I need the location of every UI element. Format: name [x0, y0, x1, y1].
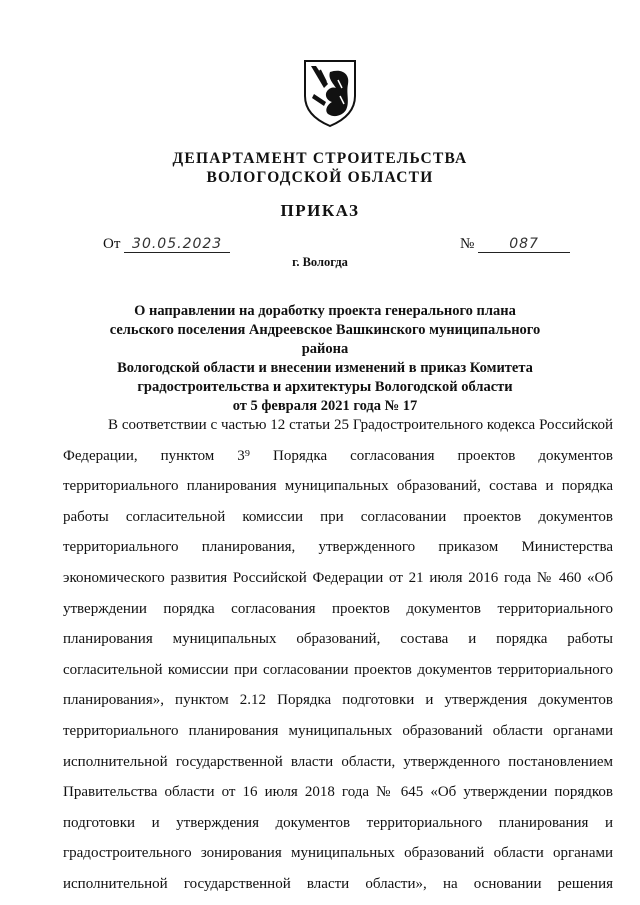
order-subject [100, 302, 550, 416]
body-line: планирования муниципальных образований, состава и порядка работы [63, 631, 613, 648]
order-body-paragraph [63, 410, 613, 900]
coat-of-arms-icon [302, 58, 358, 128]
body-line: работы согласительной комиссии при согласовании проектов документов [63, 508, 613, 525]
body-line: градостроительного зонирования муниципальных образований области органами [63, 845, 613, 862]
document-type-title: ПРИКАЗ [280, 201, 360, 220]
department-name-line2: ВОЛОГОДСКОЙ ОБЛАСТИ [206, 169, 434, 186]
handwritten-date: 30.05.2023 [124, 236, 230, 253]
body-line: планирования», пунктом 2.12 Порядка подготовки и утверждения документов [63, 692, 613, 709]
body-line: территориального планирования, утвержденного приказом Министерства [63, 539, 613, 556]
body-line: исполнительной государственной власти области», на основании решения [63, 875, 613, 892]
subject-line: О направлении на доработку проекта генерального плана [134, 303, 516, 319]
body-line: территориального планирования муниципальных образований области органами [63, 722, 613, 739]
subject-line: сельского поселения Андреевское Вашкинского муниципального района [109, 322, 541, 357]
body-line: утверждении порядка согласования проектов документов территориального [63, 600, 613, 617]
department-name-line1: ДЕПАРТАМЕНТ СТРОИТЕЛЬСТВА [172, 150, 468, 167]
subject-line: Вологодской области и внесении изменений в приказ Комитета [117, 360, 533, 376]
subject-line: от 5 февраля 2021 года № 17 [232, 398, 418, 414]
order-number-row [460, 236, 570, 253]
body-line: В соответствии с частью 12 статьи 25 Градостроительного кодекса Российской [108, 417, 613, 433]
city-label: г. Вологда [292, 255, 348, 269]
body-line: экономического развития Российской Федерации от 21 июля 2016 года № 460 «Об [63, 569, 613, 586]
body-line: исполнительной государственной власти области, утвержденного постановлением [63, 753, 613, 770]
body-line: Федерации, пунктом 3⁹ Порядка согласования проектов документов [63, 447, 613, 464]
handwritten-number: 087 [478, 236, 570, 253]
body-line: территориального планирования муниципальных образований, состава и порядка [63, 478, 613, 495]
date-prefix: От [103, 236, 121, 252]
subject-line: градостроительства и архитектуры Вологодской области [137, 379, 513, 395]
body-line: Правительства области от 16 июля 2018 года № 645 «Об утверждении порядков [63, 784, 613, 801]
order-date-row [103, 236, 230, 253]
body-line: согласительной комиссии при согласовании проектов документов территориального [63, 661, 613, 678]
body-line: подготовки и утверждения документов территориального планирования и [63, 814, 613, 831]
number-prefix: № [460, 236, 475, 252]
